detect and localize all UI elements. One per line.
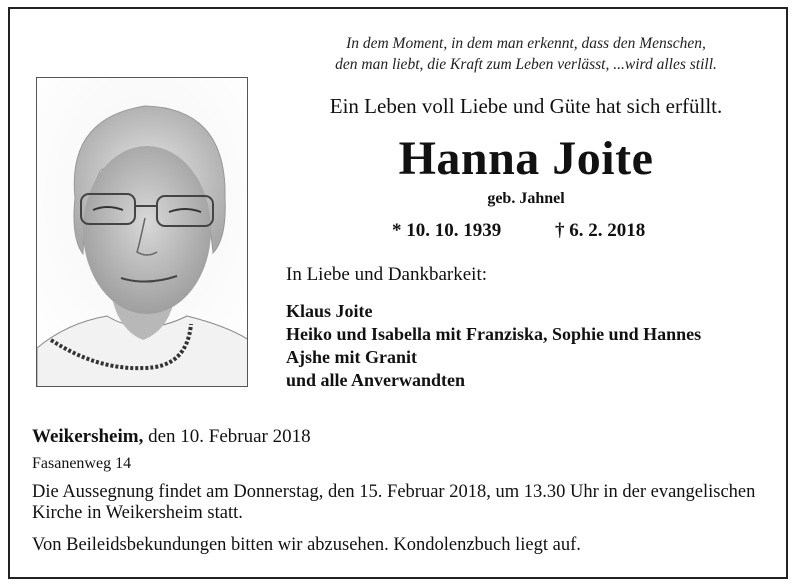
family-member: Klaus Joite [286,301,373,321]
birth-name: geb. Jahnel [487,190,565,207]
quote-line-2: den man liebt, die Kraft zum Leben verlässt, ...wird alles still. [335,56,717,73]
family-member: und alle Anverwandten [286,370,466,390]
service-info: Die Aussegnung findet am Donnerstag, den 15. Februar 2018, um 13.30 Uhr in der evangelischen Kirche in Weikersheim statt. [32,482,756,523]
quote-line-1: In dem Moment, in dem man erkennt, dass den Menschen, [346,35,706,52]
condolence-note: Von Beileidsbekundungen bitten wir abzusehen. Kondolenzbuch liegt auf. [32,535,581,555]
motto: Ein Leben voll Liebe und Güte hat sich erfüllt. [329,94,723,118]
death-date: † 6. 2. 2018 [555,220,646,241]
notice-date: den 10. Februar 2018 [143,426,311,447]
deceased-name: Hanna Joite [398,132,654,185]
family-list [286,300,701,392]
street-address: Fasanenweg 14 [32,455,132,472]
place-name: Weikersheim, [32,426,144,447]
birth-date: * 10. 10. 1939 [392,220,502,241]
family-member: Heiko und Isabella mit Franziska, Sophie und Hannes [286,324,702,344]
place-date-line [32,426,311,448]
family-member: Ajshe mit Granit [286,347,417,367]
thanks-intro: In Liebe und Dankbarkeit: [286,264,488,285]
portrait-illustration [37,78,248,387]
portrait-photo [36,77,248,387]
